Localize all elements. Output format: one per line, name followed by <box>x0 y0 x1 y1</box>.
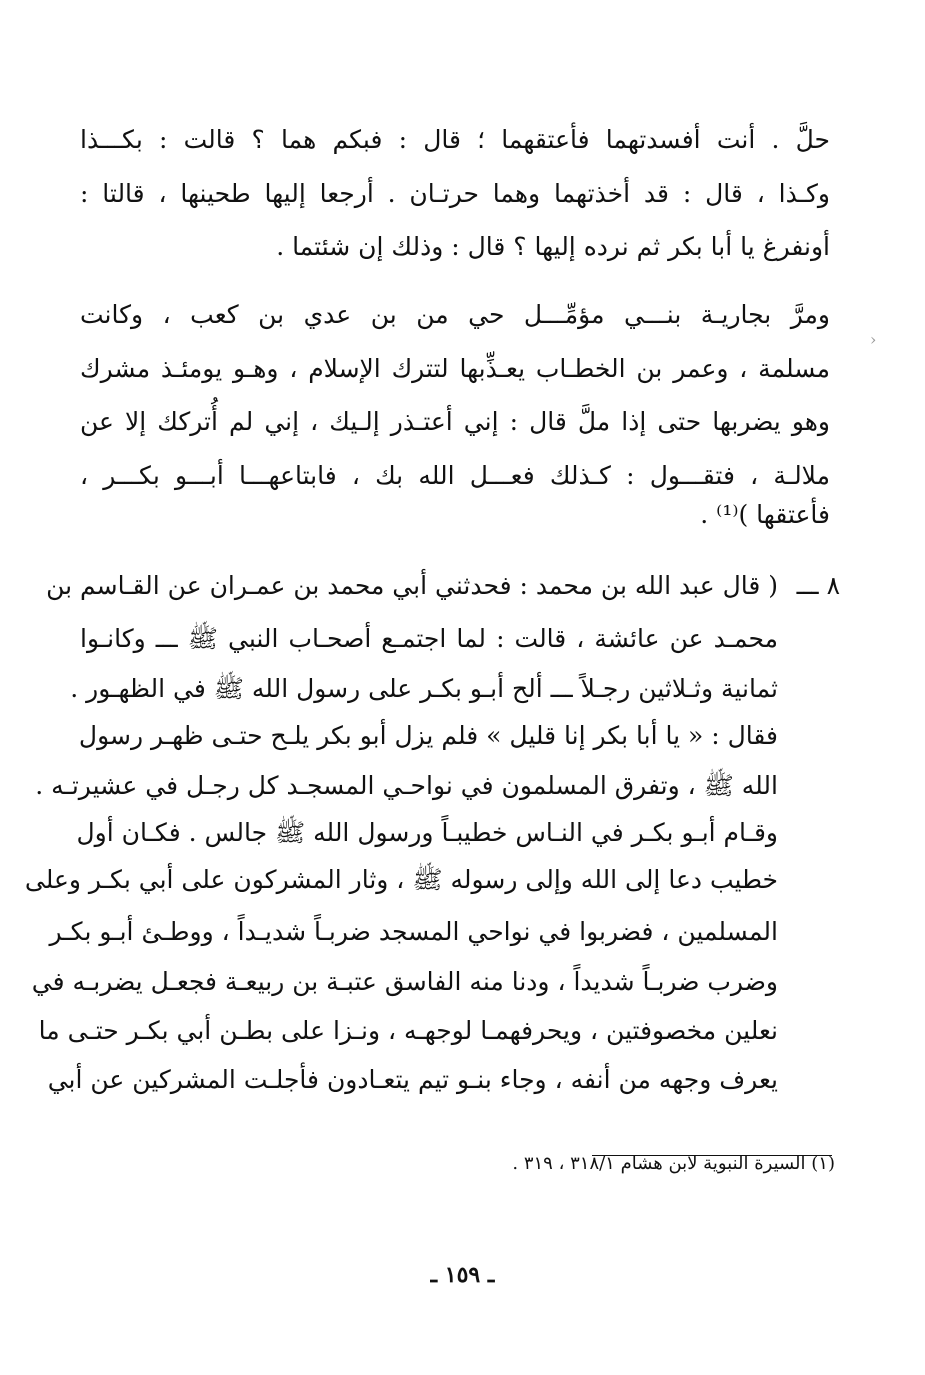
text-line: أونفرغ يا أبا بكر ثم نرده إليها ؟ قال : وذلك إن شئتما . <box>276 232 830 261</box>
item-number: ٨ ـــ <box>796 571 840 600</box>
text-line: الله ﷺ ، وتفرق المسلمون في نواحـي المسجـد كل رجـل في عشيرتـه . <box>35 771 778 800</box>
text-line: ملالـة ، فتقـــول : كـذلك فعـــل الله بك ، فابتاعهـــا أبـــو بكـــر ، <box>80 461 830 490</box>
footnote: (١) السيرة النبوية لابن هشام ٣١٨/١ ، ٣١٩ . <box>512 1153 835 1174</box>
text-line: نعلين مخصوفتين ، ويحرفهمـا لوجهـه ، ونـزا على بطـن أبي بكـر حتـى ما <box>38 1016 778 1045</box>
text-line: حلَّ . أنت أفسدتهما فأعتقهما ؛ قال : فبكم هما ؟ قالت : بكـــذا <box>80 125 830 154</box>
page-number: ـ ١٥٩ ـ <box>430 1262 495 1288</box>
text-line: المسلمين ، فضربوا في نواحي المسجد ضربـاً شديـداً ، ووطـئ أبـو بكـر <box>49 917 778 946</box>
text-line: ثمانية وثـلاثين رجـلاً ـــ ألح أبـو بكـر على رسول الله ﷺ في الظهـور . <box>70 674 778 703</box>
text-line: مسلمة ، وعمر بن الخطـاب يعـذِّبها لتترك الإسلام ، وهـو يومئـذ مشرك <box>80 354 830 383</box>
text-line: خطيب دعا إلى الله وإلى رسوله ﷺ ، وثار المشركون على أبي بكـر وعلى <box>24 865 778 894</box>
text-line: وقـام أبـو بكـر في النـاس خطيبـاً ورسول الله ﷺ جالس . فكـان أول <box>76 818 778 847</box>
margin-mark: › <box>870 330 877 349</box>
text-line: وكـذا ، قال : قد أخذتهما وهما حرتـان . أرجعا إليها طحينها ، قالتا : <box>80 179 830 208</box>
text-line: ( قال عبد الله بن محمد : فحدثني أبي محمد بن عمـران عن القـاسم بن <box>46 571 778 600</box>
text-line: فأعتقها )⁽¹⁾ . <box>700 500 830 529</box>
text-line: وضرب ضربـاً شديداً ، ودنا منه الفاسق عتبـة بن ربيعـة فجعـل يضربـه في <box>31 967 778 996</box>
text-line: ومرَّ بجاريـة بنـــي مؤمِّـــل حي من بن عدي بن كعب ، وكانت <box>80 300 830 329</box>
text-line: محمـد عن عائشة ، قالت : لما اجتمـع أصحـاب النبي ﷺ ـــ وكانـوا <box>80 624 778 653</box>
text-line: وهو يضربها حتى إذا ملَّ قال : إني أعتـذر إلـيك ، إني لم أُتركك إلا عن <box>80 407 830 436</box>
text-line: فقال : « يا أبا بكر إنا قليل » فلم يزل أبو بكر يلـح حتـى ظهـر رسول <box>78 721 778 750</box>
text-line: يعرف وجهه من أنفه ، وجاء بنـو تيم يتعـادون فأجلـت المشركين عن أبي <box>47 1065 778 1094</box>
